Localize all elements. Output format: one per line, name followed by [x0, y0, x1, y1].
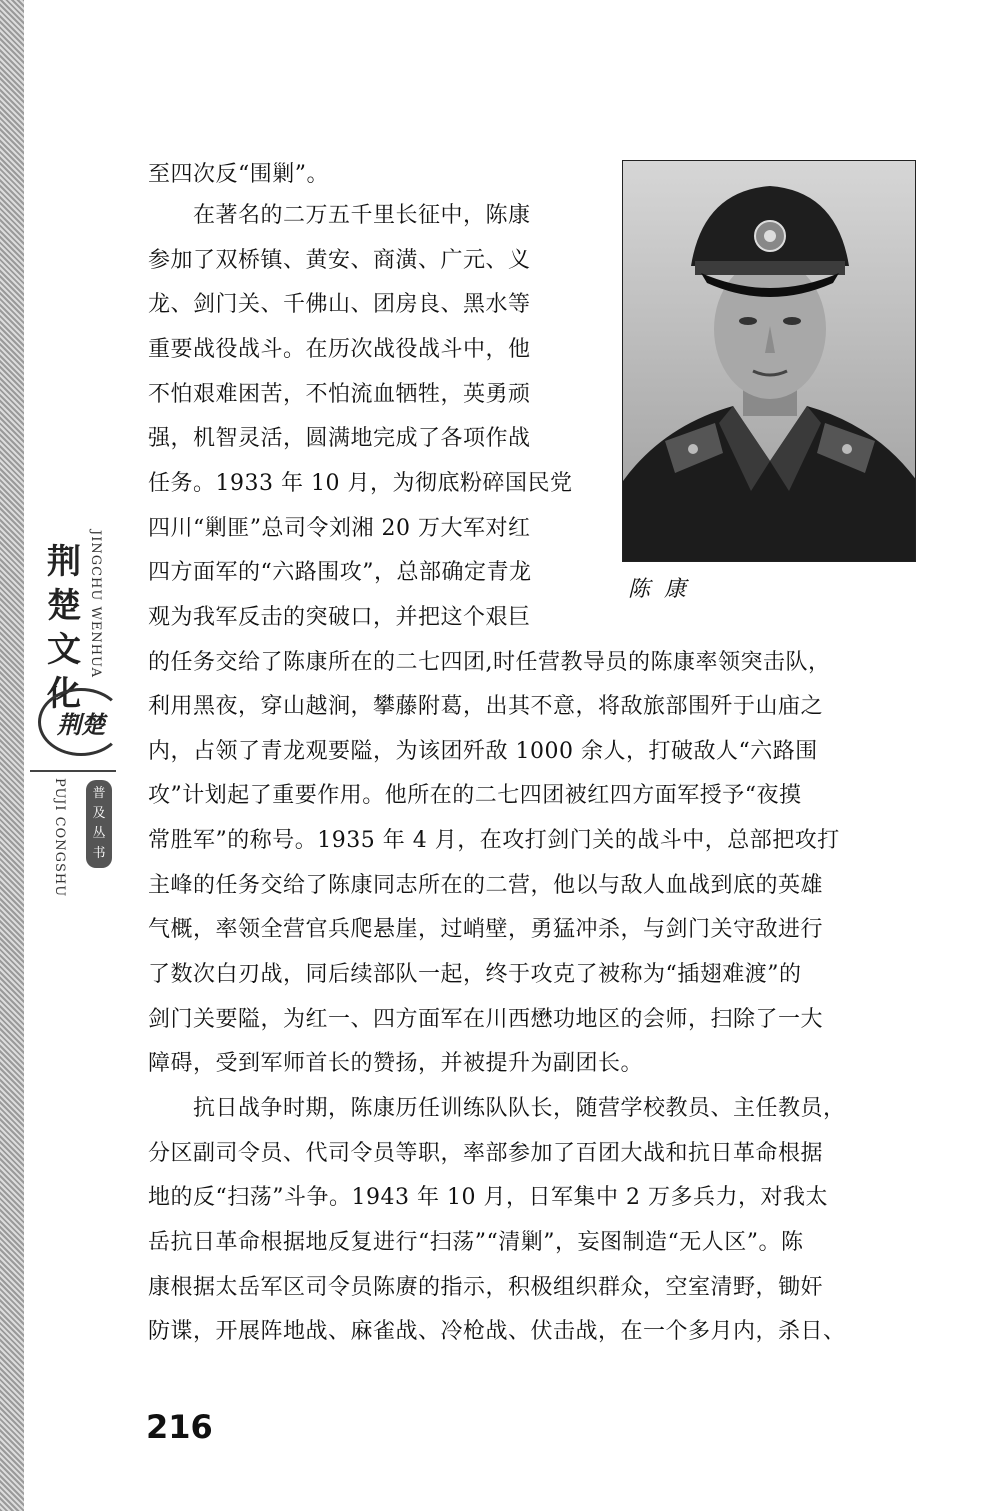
text-line: 参加了双桥镇、黄安、商潢、广元、义 [148, 248, 531, 273]
sidebar-series-char: 丛 [92, 826, 106, 841]
text-line: 至四次反“围剿”。 [148, 162, 329, 187]
sidebar-title-char: 文 [47, 630, 81, 670]
text-line: 强，机智灵活，圆满地完成了各项作战 [148, 426, 531, 451]
text-line: 龙、剑门关、千佛山、团房良、黑水等 [148, 292, 531, 317]
portrait-photo [622, 160, 916, 562]
sidebar-seal: 荆楚 [38, 688, 124, 756]
text-line: 任务。1933 年 10 月，为彻底粉碎国民党 [148, 471, 573, 496]
portrait-illustration [623, 161, 916, 562]
sidebar-title-char: 楚 [47, 586, 81, 626]
sidebar-pinyin-top: JINGCHU WENHUA [88, 530, 103, 678]
text-line: 不怕艰难困苦，不怕流血牺牲，英勇顽 [148, 382, 531, 407]
text-line: 攻”计划起了重要作用。他所在的二七四团被红四方面军授予“夜摸 [148, 783, 802, 808]
book-spine-edge [0, 0, 24, 1511]
text-line: 分区副司令员、代司令员等职，率部参加了百团大战和抗日革命根据 [148, 1141, 824, 1166]
text-line: 了数次白刃战，同后续部队一起，终于攻克了被称为“插翅难渡”的 [148, 962, 802, 987]
sidebar-series-char: 及 [92, 806, 106, 821]
sidebar-title-char: 化 [47, 674, 81, 714]
text-line: 剑门关要隘，为红一、四方面军在川西懋功地区的会师，扫除了一大 [148, 1007, 824, 1032]
sidebar-pinyin-bottom: PUJI CONGSHU [52, 778, 67, 898]
text-line: 障碍，受到军师首长的赞扬，并被提升为副团长。 [148, 1051, 644, 1076]
text-line: 气概，率领全营官兵爬悬崖，过峭壁，勇猛冲杀，与剑门关守敌进行 [148, 917, 824, 942]
photo-caption: 陈康 [628, 577, 701, 602]
sidebar-divider [30, 770, 116, 772]
text-line: 四川“剿匪”总司令刘湘 20 万大军对红 [148, 516, 531, 541]
text-line: 岳抗日革命根据地反复进行“扫荡”“清剿”，妄图制造“无人区”。陈 [148, 1230, 804, 1255]
text-line: 康根据太岳军区司令员陈赓的指示，积极组织群众，空室清野，锄奸 [148, 1275, 824, 1300]
text-line: 抗日战争时期，陈康历任训练队队长，随营学校教员、主任教员， [148, 1096, 846, 1121]
text-line: 重要战役战斗。在历次战役战斗中，他 [148, 337, 531, 362]
page-number: 216 [146, 1408, 213, 1446]
text-line: 常胜军”的称号。1935 年 4 月，在攻打剑门关的战斗中，总部把攻打 [148, 828, 840, 853]
text-line: 防谍，开展阵地战、麻雀战、冷枪战、伏击战，在一个多月内，杀日、 [148, 1319, 846, 1344]
text-line: 地的反“扫荡”斗争。1943 年 10 月，日军集中 2 万多兵力，对我太 [148, 1185, 828, 1210]
text-line: 在著名的二万五千里长征中，陈康 [148, 203, 531, 228]
sidebar-series-badge [86, 780, 112, 868]
text-line: 观为我军反击的突破口，并把这个艰巨 [148, 605, 531, 630]
text-line: 利用黑夜，穿山越涧，攀藤附葛，出其不意，将敌旅部围歼于山庙之 [148, 694, 824, 719]
text-line: 四方面军的“六路围攻”，总部确定青龙 [148, 560, 532, 585]
text-line: 的任务交给了陈康所在的二七四团,时任营教导员的陈康率领突击队， [148, 650, 831, 675]
sidebar-series-char: 普 [92, 786, 106, 801]
sidebar-title-char: 荆 [47, 542, 81, 582]
sidebar-series-char: 书 [92, 846, 106, 861]
text-line: 主峰的任务交给了陈康同志所在的二营，他以与敌人血战到底的英雄 [148, 873, 824, 898]
text-line: 内，占领了青龙观要隘，为该团歼敌 1000 余人，打破敌人“六路围 [148, 739, 818, 764]
